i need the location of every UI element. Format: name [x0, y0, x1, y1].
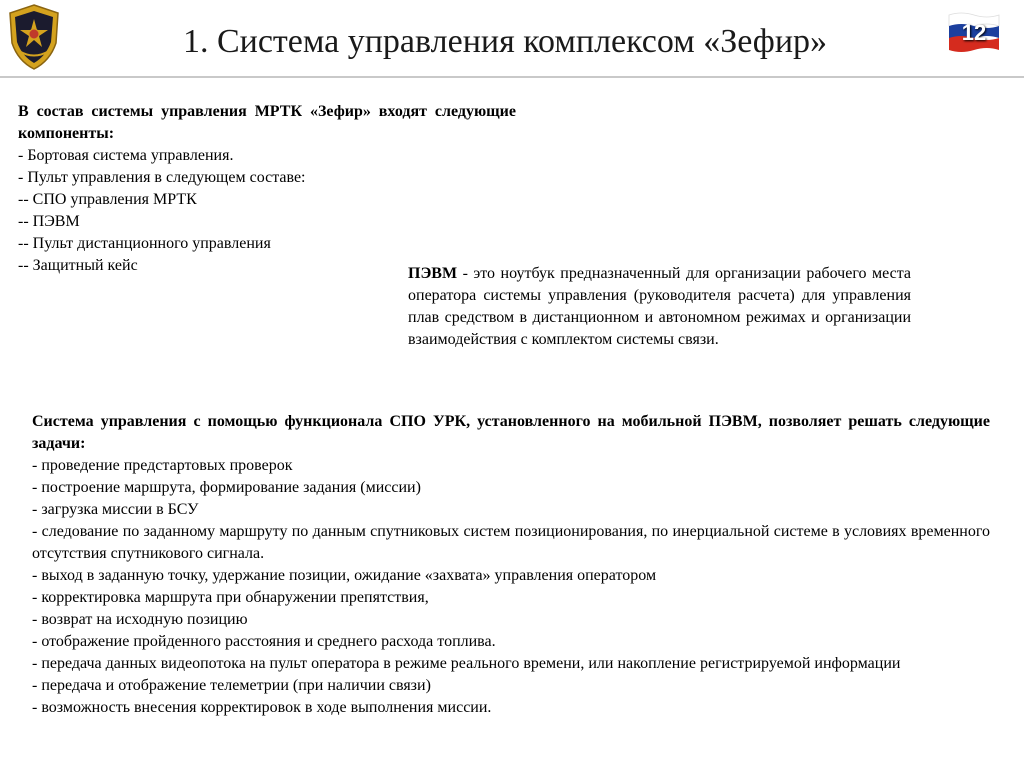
list-item: - корректировка маршрута при обнаружении препятствия, — [32, 589, 429, 606]
list-item: - возврат на исходную позицию — [32, 611, 248, 628]
list-item: -- Защитный кейс — [18, 257, 138, 274]
pevm-description — [408, 263, 911, 351]
list-item: - построение маршрута, формирование задания (миссии) — [32, 479, 421, 496]
list-item: - передача данных видеопотока на пульт оператора в режиме реального времени, или накопление регистрируемой информации — [32, 655, 901, 672]
military-emblem-icon — [5, 3, 63, 71]
components-intro: В состав системы управления МРТК «Зефир» входят следующие компоненты: — [18, 103, 516, 142]
page-title: 1. Система управления комплексом «Зефир» — [182, 23, 828, 60]
title-divider — [0, 76, 1024, 78]
tasks-section — [32, 411, 990, 719]
list-item: - следование по заданному маршруту по данным спутниковых систем позиционирования, по инерциальной системе в условиях временного отсутствия спутникового сигнала. — [32, 523, 990, 562]
list-item: - загрузка миссии в БСУ — [32, 501, 199, 518]
list-item: - возможность внесения корректировок в ходе выполнения миссии. — [32, 699, 492, 716]
components-section — [18, 101, 516, 277]
list-item: - Бортовая система управления. — [18, 147, 234, 164]
list-item: - отображение пройденного расстояния и среднего расхода топлива. — [32, 633, 496, 650]
pevm-text: - это ноутбук предназначенный для организации рабочего места оператора системы управления (руководителя расчета) для управления плав средством в дистанционном и автономном режимах и организации взаимодействия с комплектом системы связи. — [408, 265, 911, 348]
list-item: - передача и отображение телеметрии (при наличии связи) — [32, 677, 431, 694]
list-item: - проведение предстартовых проверок — [32, 457, 293, 474]
pevm-term: ПЭВМ — [408, 265, 458, 282]
list-item: - Пульт управления в следующем составе: — [18, 169, 306, 186]
tasks-intro: Система управления с помощью функционала СПО УРК, установленного на мобильной ПЭВМ, позволяет решать следующие задачи: — [32, 413, 990, 452]
list-item: - выход в заданную точку, удержание позиции, ожидание «захвата» управления оператором — [32, 567, 657, 584]
list-item: -- ПЭВМ — [18, 213, 80, 230]
list-item: -- Пульт дистанционного управления — [18, 235, 271, 252]
slide-number: 12 — [961, 20, 987, 45]
list-item: -- СПО управления МРТК — [18, 191, 197, 208]
